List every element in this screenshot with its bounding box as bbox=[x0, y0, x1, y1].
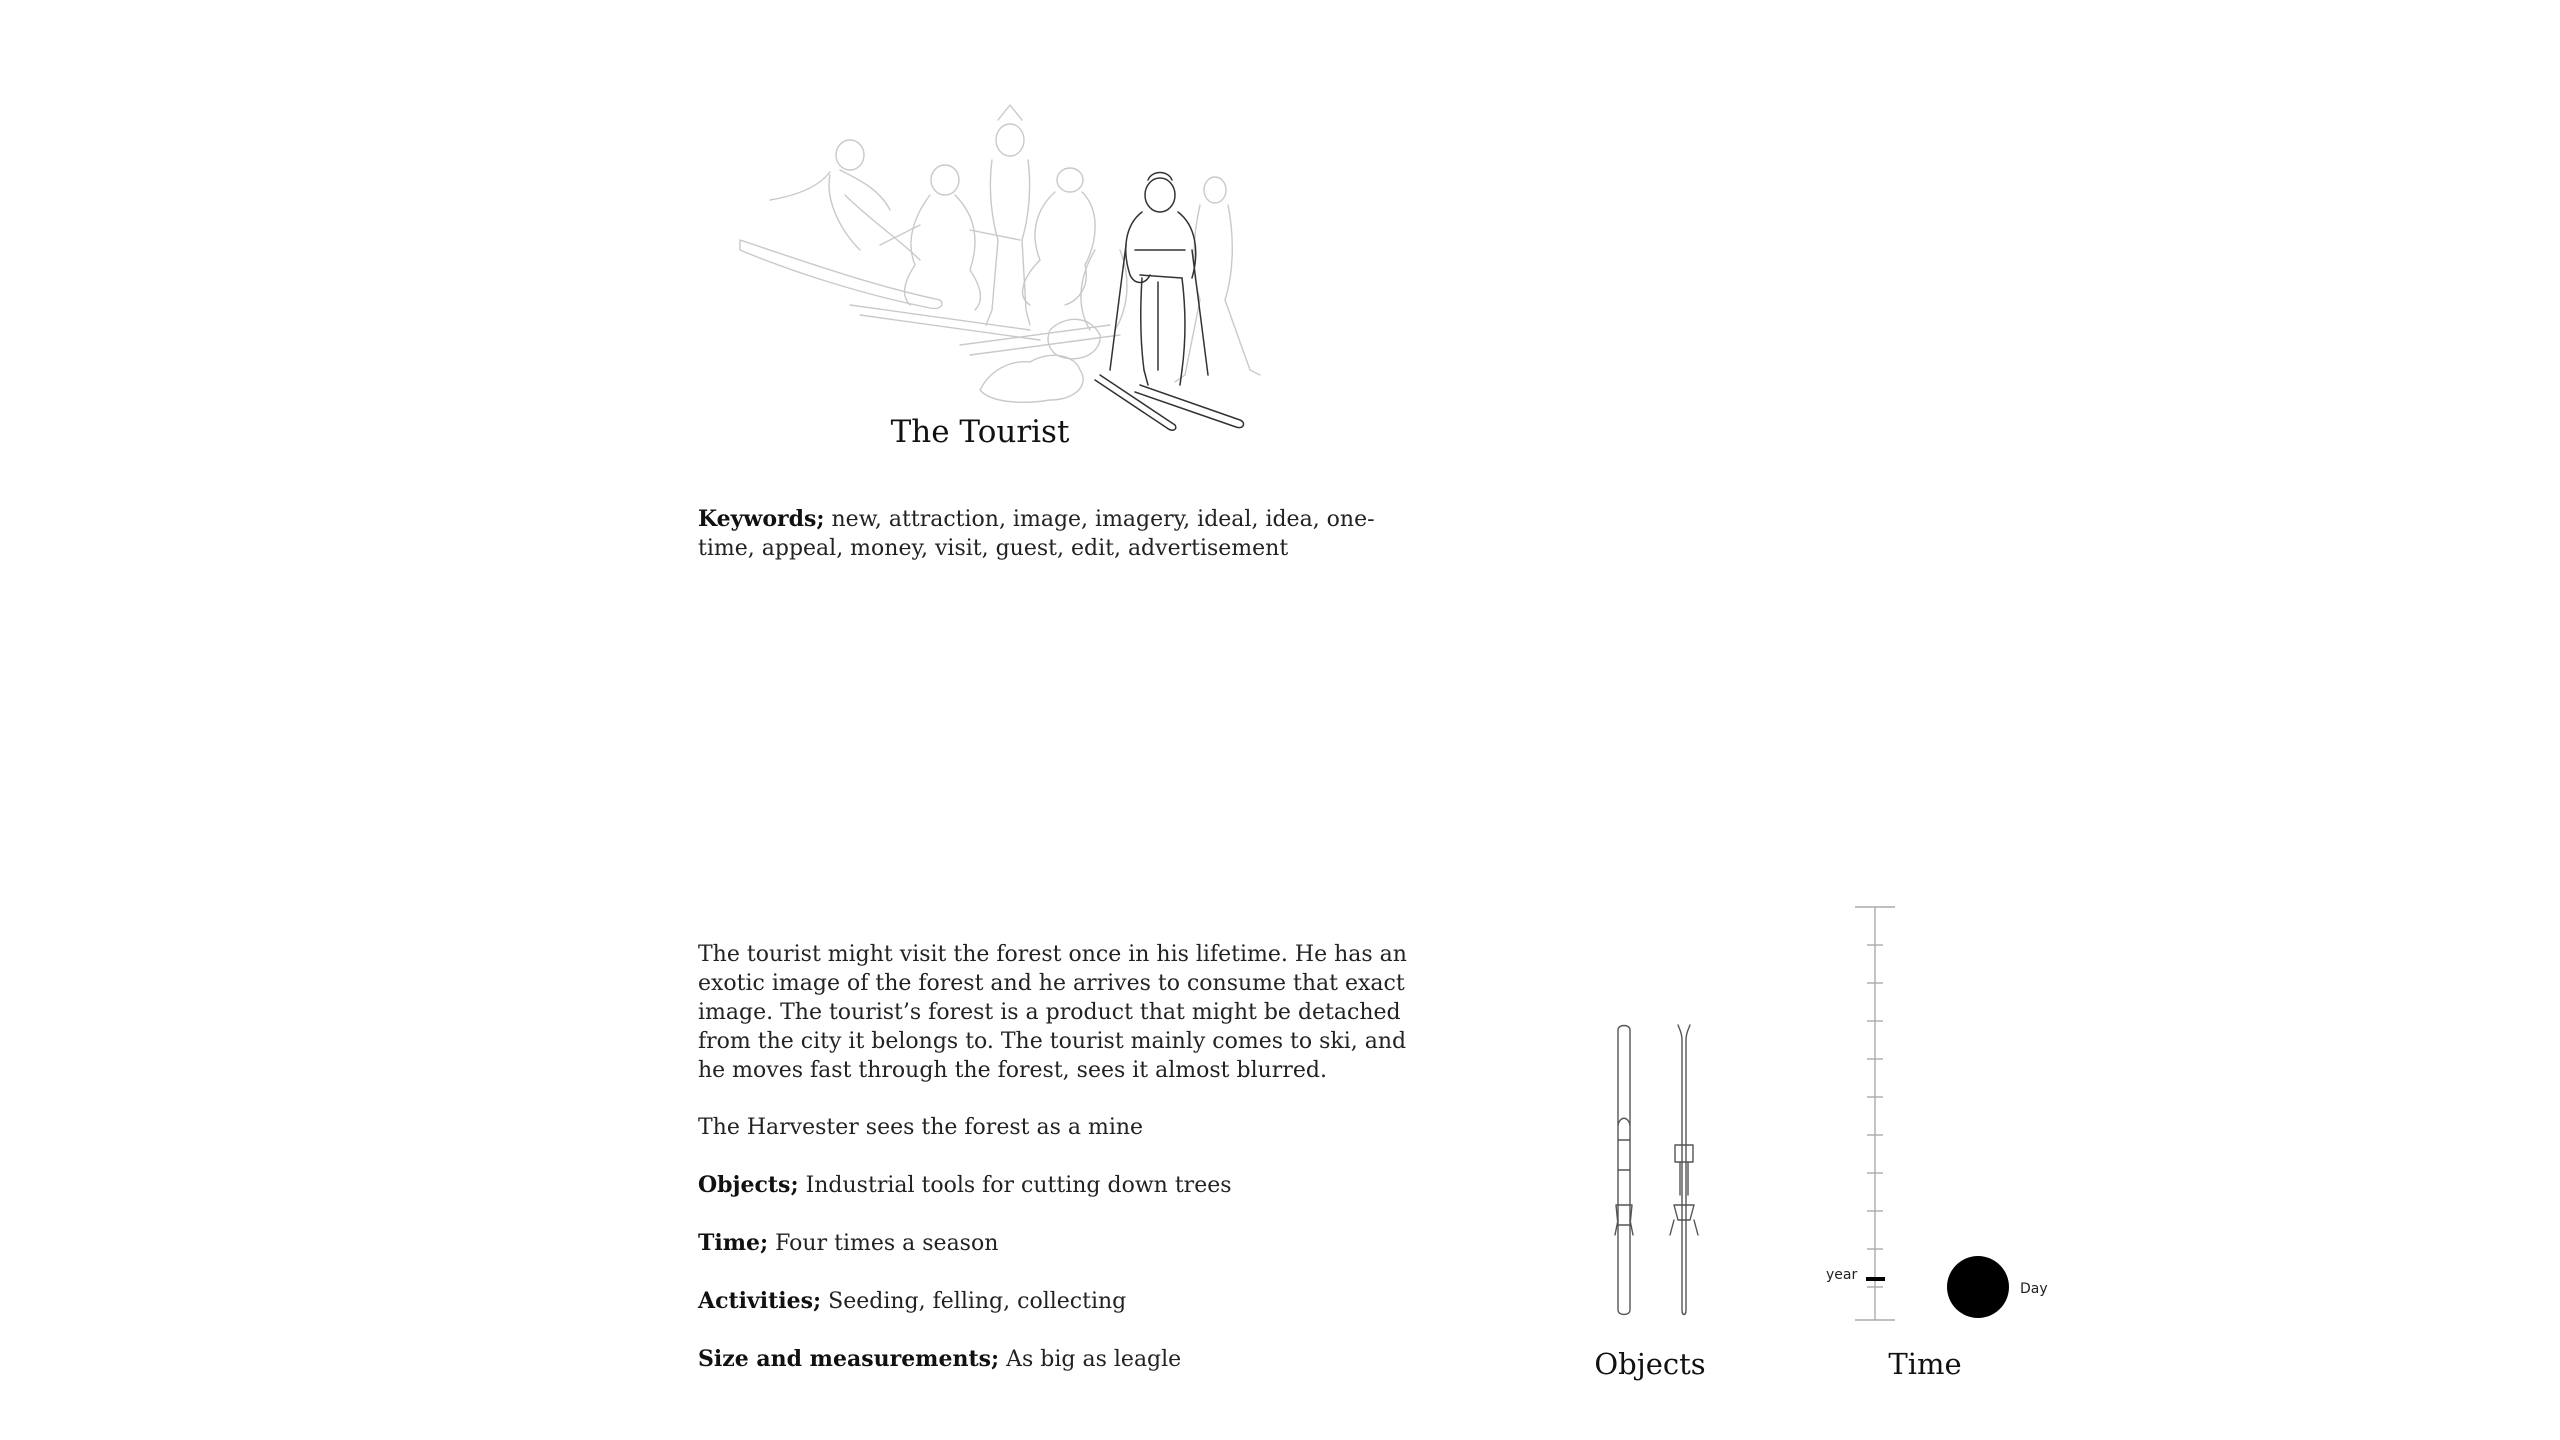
tourist-skiers-illustration bbox=[730, 100, 1290, 440]
objects-label: Objects; bbox=[698, 1172, 799, 1198]
activities-text: Seeding, felling, collecting bbox=[821, 1289, 1127, 1314]
keywords-label: Keywords; bbox=[698, 506, 825, 532]
skis-icon bbox=[1590, 1020, 1710, 1320]
time-scale bbox=[1800, 895, 2060, 1325]
objects-caption: Objects bbox=[1594, 1347, 1706, 1381]
size-detail bbox=[698, 1345, 1181, 1374]
page-title: The Tourist bbox=[890, 414, 1070, 450]
time-caption: Time bbox=[1888, 1347, 1962, 1381]
description-paragraph: The tourist might visit the forest once in his lifetime. He has an exotic image of the forest and he arrives to consume that exact image. The tourist’s forest is a product that might be detached from the city it belongs to. The tourist mainly comes to ski, and he moves fast through the forest, sees it almost blurred. bbox=[698, 942, 1407, 1083]
keywords-paragraph bbox=[698, 505, 1398, 563]
harvester-line: The Harvester sees the forest as a mine bbox=[698, 1115, 1144, 1140]
year-label: year bbox=[1826, 1267, 1858, 1283]
keywords-text: new, attraction, image, imagery, ideal, idea, one-time, appeal, money, visit, guest, edit, advertisement bbox=[698, 507, 1375, 561]
time-label: Time; bbox=[698, 1230, 769, 1256]
time-detail bbox=[698, 1229, 998, 1258]
day-label: Day bbox=[2020, 1281, 2048, 1297]
time-text: Four times a season bbox=[768, 1231, 999, 1256]
objects-text: Industrial tools for cutting down trees bbox=[798, 1173, 1232, 1198]
size-label: Size and measurements; bbox=[698, 1346, 1000, 1372]
activities-detail bbox=[698, 1287, 1126, 1316]
objects-detail bbox=[698, 1171, 1232, 1200]
size-text: As big as leagle bbox=[999, 1347, 1182, 1372]
day-circle bbox=[1947, 1256, 2009, 1318]
activities-label: Activities; bbox=[698, 1288, 822, 1314]
